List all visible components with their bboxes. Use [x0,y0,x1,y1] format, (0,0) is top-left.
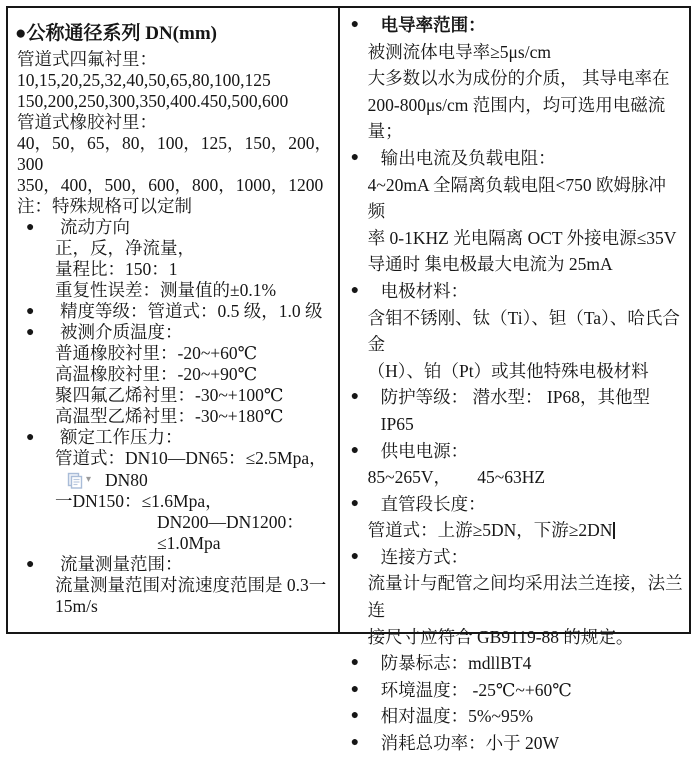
spec-text: 含钼不锈刚、钛（Ti）、钽（Ta）、哈氏合金 [367,307,680,355]
spec-line [346,358,683,385]
spec-text: 高温橡胶衬里：-20~+90℃ [55,364,258,384]
spec-text: 输出电流及负载电阻： [380,147,556,168]
spec-text: 率 0-1KHZ 光电隔离 OCT 外接电源≤35V [367,227,677,248]
bullet-icon: ● [350,442,360,458]
spec-line [346,251,683,278]
spec-text: 相对温度：5%~95% [380,706,534,727]
spec-text: 10,15,20,25,32,40,50,65,80,100,125 [17,70,271,90]
bullet-icon: ● [350,149,360,165]
spec-line [346,172,683,225]
spec-text: 管道式四氟衬里： [17,49,157,69]
spec-item [346,703,683,730]
spec-text: 40，50，65，80，100，125，150，200，300 [17,133,332,174]
spec-line [346,624,683,651]
spec-line [15,259,334,280]
spec-line [346,65,683,92]
right-column [338,8,689,754]
spec-text: 电极材料： [380,280,469,301]
bullet-icon: ● [350,681,360,697]
spec-line [15,70,334,91]
bullet-icon: ● [350,17,360,32]
spec-text [55,448,334,491]
spec-line [15,364,334,385]
spec-text: 被测介质温度： [60,322,183,342]
spec-text: DN200—DN1200：≤1.0Mpa [157,512,304,553]
spec-line [15,280,334,301]
spec-text: 聚四氟乙烯衬里：-30~+100℃ [55,385,284,405]
spec-text: 导通时 集电极最大电流为 25mA [367,254,613,275]
spec-text: 量程比：150：1 [55,259,178,279]
spec-line [15,112,334,133]
bullet-icon: ● [350,389,360,405]
bullet-icon: ● [350,735,360,751]
spec-text: 额定工作压力： [60,427,183,447]
spec-text: 150,200,250,300,350,400.450,500,600 [17,91,289,111]
spec-text: 流量计与配管之间均采用法兰连接，法兰连 [367,573,683,621]
spec-line [346,517,683,544]
spec-line [15,133,334,175]
spec-item [346,145,683,172]
spec-text: 精度等级：管道式：0.5 级，1.0 级 [60,301,323,321]
spec-line [346,92,683,145]
spec-item [15,301,334,322]
spec-text: 重复性误差：测量值的±0.1% [55,280,277,300]
spec-line [15,575,334,617]
spec-text: 流量测量范围： [60,554,183,574]
spec-text: 85~265V， 45~63HZ [367,467,546,488]
spec-item [346,730,683,757]
spec-line [346,225,683,252]
spec-text-before: 管道式：DN10—DN65：≤2.5Mpa， [55,448,327,468]
spec-text: 高温型乙烯衬里：-30~+180℃ [55,406,284,426]
spec-text: 环境温度： -25℃~+60℃ [380,679,572,700]
dropdown-arrow-icon: ▾ [86,474,92,485]
spec-text: 接尺寸应符合 GB9119-88 的规定。 [367,626,634,647]
spec-text [368,517,683,544]
spec-text: 流量测量范围对流速度范围是 0.3一15m/s [55,575,327,616]
spec-line [346,39,683,66]
spec-text: 被测流体电导率≥5μs/cm [367,41,551,62]
bullet-icon: ● [350,282,360,298]
spec-item [346,491,683,518]
spec-item [346,12,683,39]
spec-text-after: DN80 [105,470,148,490]
spec-text: 连接方式： [380,546,469,567]
section-title-nominal-diameter: ●公称通径系列 DN(mm) [15,23,217,44]
spec-text: 大多数以水为成份的介质， 其导电率在 [367,68,670,89]
spec-text: 注：特殊规格可以定制 [17,196,192,216]
spec-line [15,343,334,364]
spec-text: 供电电源： [380,440,469,461]
spec-text: 正，反，净流量， [55,238,195,258]
bullet-icon: ● [26,220,35,235]
spec-item [346,677,683,704]
spec-text: 防暴标志：mdllBT4 [380,653,532,674]
spec-line [346,305,683,358]
bullet-icon: ● [350,548,360,564]
spec-text: （H）、铂（Pt）或其他特殊电极材料 [367,360,649,381]
spec-item [15,322,334,343]
spec-item [346,544,683,571]
spec-line [346,570,683,623]
spec-item [15,217,334,238]
bullet-icon: ● [26,304,35,319]
bullet-icon: ● [26,325,35,340]
spec-item [346,384,683,437]
spec-item [346,278,683,305]
spec-text-value: 管道式：上游≥5DN，下游≥2DN [367,520,613,541]
spec-text: 一DN150：≤1.6Mpa， [55,491,223,511]
left-column [8,8,338,632]
bullet-icon: ● [350,708,360,724]
spec-text: 普通橡胶衬里：-20~+60℃ [55,343,258,363]
paste-options-icon [67,472,83,489]
spec-line [15,512,334,554]
bullet-icon: ● [26,430,35,445]
spec-text: 流动方向 [60,217,130,237]
bullet-icon: ● [350,655,360,671]
spec-item [346,650,683,677]
spec-item [346,438,683,465]
spec-item [15,427,334,448]
spec-item [15,554,334,575]
spec-line [15,175,334,196]
spec-line [15,491,334,512]
bullet-icon: ● [350,495,360,511]
spec-text: 电导率范围： [380,15,486,35]
spec-text: 防护等级： 潜水型： IP68，其他型 IP65 [380,387,655,434]
spec-text: 200-800μs/cm 范围内，均可选用电磁流量； [367,94,666,142]
spec-line [346,464,683,491]
spec-text: 管道式橡胶衬里： [17,112,157,132]
spec-line [15,49,334,70]
bullet-icon: ● [26,557,35,572]
spec-line [15,91,334,112]
text-cursor [613,522,615,539]
spec-line [15,406,334,427]
spec-text: 4~20mA 全隔离负载电阻<750 欧姆脉冲频 [367,174,667,222]
spec-line [15,238,334,259]
spec-text: 350，400，500，600，800，1000，1200 [17,175,324,195]
spec-line-with-icon [15,448,334,491]
spec-text: 消耗总功率：小于 20W [380,733,560,754]
spec-line [15,196,334,217]
spec-text: 直管段长度： [380,493,486,514]
spec-line [15,385,334,406]
spec-table [6,6,691,754]
